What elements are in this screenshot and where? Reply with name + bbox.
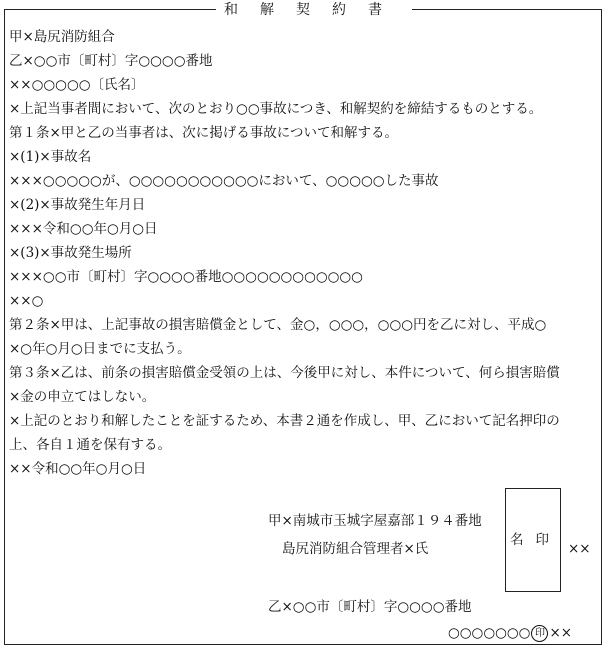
article-1-line: 第１条×甲と乙の当事者は、次に掲げる事故について和解する。: [9, 125, 399, 141]
party-a-address: 甲×南城市玉城字屋嘉部１９４番地: [268, 513, 482, 529]
item-1-heading: ×(1)×事故名: [9, 149, 92, 165]
party-b-name-line: ××○○○○○〔氏名〕: [9, 77, 145, 93]
item-1-content: ×××○○○○○が、○○○○○○○○○○○において、○○○○○した事故: [9, 173, 439, 189]
preamble-line: ×上記当事者間において、次のとおり○○事故につき、和解契約を締結するものとする。: [9, 101, 543, 117]
item-2-content: ×××令和○○年○月○日: [9, 221, 158, 237]
article-2-continuation: ×○年○月○日までに支払う。: [9, 341, 191, 357]
article-3-continuation: ×金の申立てはしない。: [9, 389, 156, 405]
party-b-trailing: ××: [549, 625, 573, 641]
document-title: 和解契約書: [5, 1, 601, 19]
party-b-address: 乙×○○市〔町村〕字○○○○番地: [268, 599, 472, 615]
party-a-name: 島尻消防組合管理者×氏: [282, 541, 429, 557]
seal-stamp-icon: 印: [531, 625, 548, 642]
contract-date: ××令和○○年○月○日: [9, 461, 147, 477]
item-3-heading: ×(3)×事故発生場所: [9, 245, 132, 261]
party-b-name: ○○○○○○○: [448, 625, 531, 641]
closing-continuation: 上、各自１通を保有する。: [9, 437, 171, 453]
article-3-line: 第３条×乙は、前条の損害賠償金受領の上は、今後甲に対し、本件について、何ら損害賠償: [9, 365, 560, 381]
party-b-address-line: 乙×○○市〔町村〕字○○○○番地: [9, 53, 213, 69]
item-3-content: ×××○○市〔町村〕字○○○○番地○○○○○○○○○○○○: [9, 269, 363, 285]
closing-line: ×上記のとおり和解したことを証するため、本書２通を作成し、甲、乙において記名押印の: [9, 413, 560, 429]
seal-label: 名印: [510, 532, 561, 548]
party-b-signature: [448, 624, 572, 642]
party-a-line: 甲×島尻消防組合: [9, 29, 115, 45]
item-3-continuation: ××○: [9, 293, 44, 309]
article-2-line: 第２条×甲は、上記事故の損害賠償金として、金○，○○○，○○○円を乙に対し、平成○: [9, 317, 547, 333]
seal-trailing: ××: [568, 541, 591, 557]
item-2-heading: ×(2)×事故発生年月日: [9, 197, 146, 213]
